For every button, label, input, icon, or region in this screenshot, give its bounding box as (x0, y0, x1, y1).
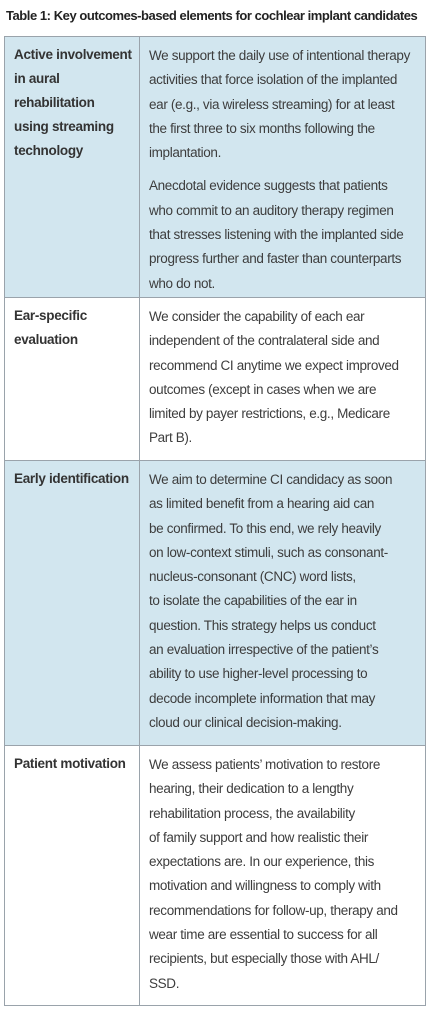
description-line: recommendations for follow-up, therapy and (149, 902, 398, 918)
description-line: the first three to six months following the (149, 120, 375, 136)
description-line: an evaluation irrespective of the patient’s (149, 642, 379, 658)
table-row-active-involvement (5, 37, 425, 298)
table-row-ear-specific-evaluation (5, 298, 425, 461)
description-line: activities that force isolation of the implanted (149, 72, 398, 88)
description-line: on low-context stimuli, such as consonant- (149, 544, 388, 560)
row-label-patient-motivation (5, 746, 140, 1005)
description-line: expectations are. In our experience, this (149, 854, 375, 870)
table-caption: Table 1: Key outcomes-based elements for cochlear implant candidates (6, 8, 418, 23)
row-label-ear-specific-evaluation (5, 298, 140, 460)
description-line: nucleus-consonant (CNC) word lists, (149, 569, 356, 585)
row-label-line: evaluation (14, 332, 78, 347)
row-label-active-involvement (5, 37, 140, 297)
description-line: cloud our clinical decision-making. (149, 714, 342, 730)
table-row-early-identification (5, 461, 425, 746)
description-line: that stresses listening with the implanted side (149, 227, 404, 243)
description-line: We aim to determine CI candidacy as soon (149, 472, 393, 487)
description-line: SSD. (149, 975, 180, 991)
description-line: wear time are essential to success for all (149, 927, 378, 943)
description-paragraph (149, 174, 421, 295)
outcomes-table (4, 36, 426, 1006)
description-line: progress further and faster than counterparts (149, 251, 402, 267)
row-label-line: Ear-specific (14, 308, 87, 323)
description-line: ear (e.g., via wireless streaming) for at least (149, 96, 395, 112)
row-label-line: rehabilitation (14, 95, 95, 110)
description-line: who do not. (149, 275, 215, 291)
description-line: limited by payer restrictions, e.g., Medicare (149, 406, 390, 422)
description-line: motivation and willingness to comply with (149, 878, 381, 894)
row-label-line: Active involvement (14, 47, 132, 62)
row-label-line: in aural (14, 71, 60, 86)
row-description-patient-motivation (140, 746, 425, 1005)
description-line: decode incomplete information that may (149, 690, 376, 706)
description-line: who commit to an auditory therapy regimen (149, 202, 394, 218)
description-line: implantation. (149, 145, 221, 161)
row-description-active-involvement (140, 37, 425, 297)
description-line: outcomes (except in cases when we are (149, 381, 377, 397)
description-line: recommend CI anytime we expect improved (149, 357, 399, 373)
description-line: independent of the contralateral side and (149, 333, 380, 349)
description-paragraph (149, 753, 421, 996)
description-line: of family support and how realistic their (149, 829, 369, 845)
description-line: to isolate the capabilities of the ear in (149, 593, 357, 609)
description-line: rehabilitation process, the availability (149, 805, 355, 821)
row-description-ear-specific-evaluation (140, 298, 425, 460)
description-line: hearing, their dedication to a lengthy (149, 781, 354, 797)
row-label-line: technology (14, 143, 84, 158)
description-line: We assess patients’ motivation to restore (149, 757, 381, 772)
row-description-early-identification (140, 461, 425, 745)
table-row-patient-motivation (5, 746, 425, 1005)
description-line: recipients, but especially those with AHL/ (149, 951, 379, 967)
description-line: ability to use higher-level processing to (149, 666, 368, 682)
description-line: as limited benefit from a hearing aid can (149, 496, 375, 512)
row-label-line: Early identification (14, 471, 129, 486)
description-paragraph (149, 44, 421, 165)
row-label-line: using streaming (14, 119, 114, 134)
description-line: be confirmed. To this end, we rely heavily (149, 520, 381, 536)
description-line: We support the daily use of intentional therapy (149, 48, 410, 63)
row-label-early-identification (5, 461, 140, 745)
description-line: Part B). (149, 430, 192, 446)
description-paragraph (149, 305, 421, 451)
description-line: We consider the capability of each ear (149, 309, 365, 324)
description-line: Anecdotal evidence suggests that patients (149, 178, 388, 194)
description-paragraph (149, 468, 421, 735)
row-label-line: Patient motivation (14, 756, 126, 771)
description-line: question. This strategy helps us conduct (149, 617, 376, 633)
